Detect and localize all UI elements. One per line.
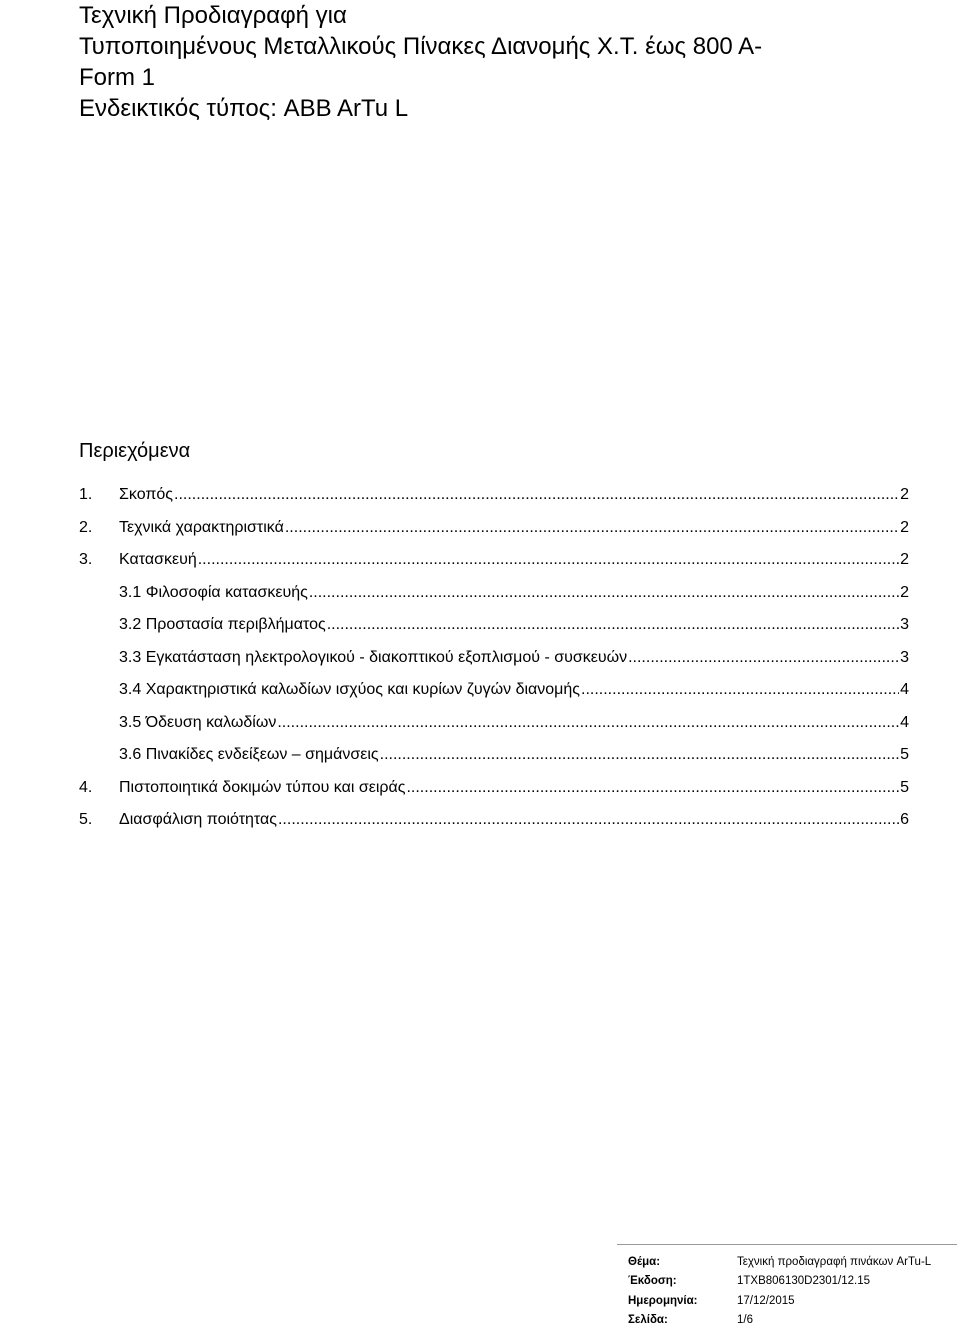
toc-item-page: 2: [900, 519, 909, 537]
toc-item-label: 3.3 Εγκατάσταση ηλεκτρολογικού - διακοπτικού εξοπλισμού - συσκευών: [119, 649, 627, 667]
toc-item-label: 3.5 Όδευση καλωδίων: [119, 714, 276, 732]
toc-item-label: Σκοπός: [119, 486, 173, 504]
toc-item-page: 6: [900, 811, 909, 829]
toc-item-page: 3: [900, 616, 909, 634]
toc-item[interactable]: 4. Πιστοποιητικά δοκιμών τύπου και σειράς ..... 5: [79, 779, 909, 812]
toc-subitem[interactable]: [79, 746, 909, 779]
footer-date: 17/12/2015: [737, 1295, 795, 1307]
footer-edition: 1TXB806130D2301/12.15: [737, 1275, 870, 1287]
toc-item[interactable]: 1. Σκοπός ..... 2: [79, 486, 909, 519]
footer-info: [628, 1252, 931, 1330]
toc-item-label: Τεχνικά χαρακτηριστικά: [119, 519, 284, 537]
toc-item-label: Διασφάλιση ποιότητας: [119, 811, 277, 829]
toc-item-label: 3.1 Φιλοσοφία κατασκευής: [119, 584, 308, 602]
toc-subitem[interactable]: [79, 616, 909, 649]
toc-item-page: 5: [900, 746, 909, 764]
toc-subitem[interactable]: [79, 584, 909, 617]
title-line: Form 1: [79, 62, 939, 93]
toc-item-page: 2: [900, 486, 909, 504]
toc-item-page: 2: [900, 584, 909, 602]
toc-item[interactable]: 2. Τεχνικά χαρακτηριστικά ..... 2: [79, 519, 909, 552]
toc-heading: Περιεχόμενα: [79, 440, 190, 463]
title-line: Τυποποιημένους Μεταλλικούς Πίνακες Διανομής Χ.Τ. έως 800 Α-: [79, 31, 939, 62]
title-line: Ενδεικτικός τύπος: ABB ArTu L: [79, 93, 939, 124]
toc-item-label: 3.6 Πινακίδες ενδείξεων – σημάνσεις: [119, 746, 379, 764]
toc-item-page: 2: [900, 551, 909, 569]
toc-subitem[interactable]: [79, 714, 909, 747]
toc-item-label: 3.4 Χαρακτηριστικά καλωδίων ισχύος και κυρίων ζυγών διανομής: [119, 681, 580, 699]
footer-edition-row: Έκδοση: 1TXB806130D2301/12.15: [628, 1272, 931, 1292]
footer-divider: [617, 1244, 957, 1245]
toc-item-page: 5: [900, 779, 909, 797]
toc-subitem[interactable]: [79, 681, 909, 714]
toc-item-label: Πιστοποιητικά δοκιμών τύπου και σειράς: [119, 779, 405, 797]
toc-item-page: 4: [900, 714, 909, 732]
toc-item-label: 3.2 Προστασία περιβλήματος: [119, 616, 326, 634]
toc-item[interactable]: 5. Διασφάλιση ποιότητας ..... 6: [79, 811, 909, 844]
title-line: Τεχνική Προδιαγραφή για: [79, 0, 939, 31]
footer-subject-row: Θέμα: Τεχνική προδιαγραφή πινάκων ArTu-L: [628, 1252, 931, 1272]
table-of-contents: [79, 486, 909, 844]
toc-item-page: 4: [900, 681, 909, 699]
toc-item-page: 3: [900, 649, 909, 667]
footer-date-row: Ημερομηνία: 17/12/2015: [628, 1291, 931, 1311]
toc-item[interactable]: 3. Κατασκευή ..... 2: [79, 551, 909, 584]
toc-item-label: Κατασκευή: [119, 551, 197, 569]
document-title: [79, 0, 939, 124]
toc-subitem[interactable]: [79, 649, 909, 682]
footer-page-row: Σελίδα: 1/6: [628, 1311, 931, 1330]
footer-subject: Τεχνική προδιαγραφή πινάκων ArTu-L: [737, 1256, 931, 1268]
footer-page: 1/6: [737, 1314, 753, 1326]
